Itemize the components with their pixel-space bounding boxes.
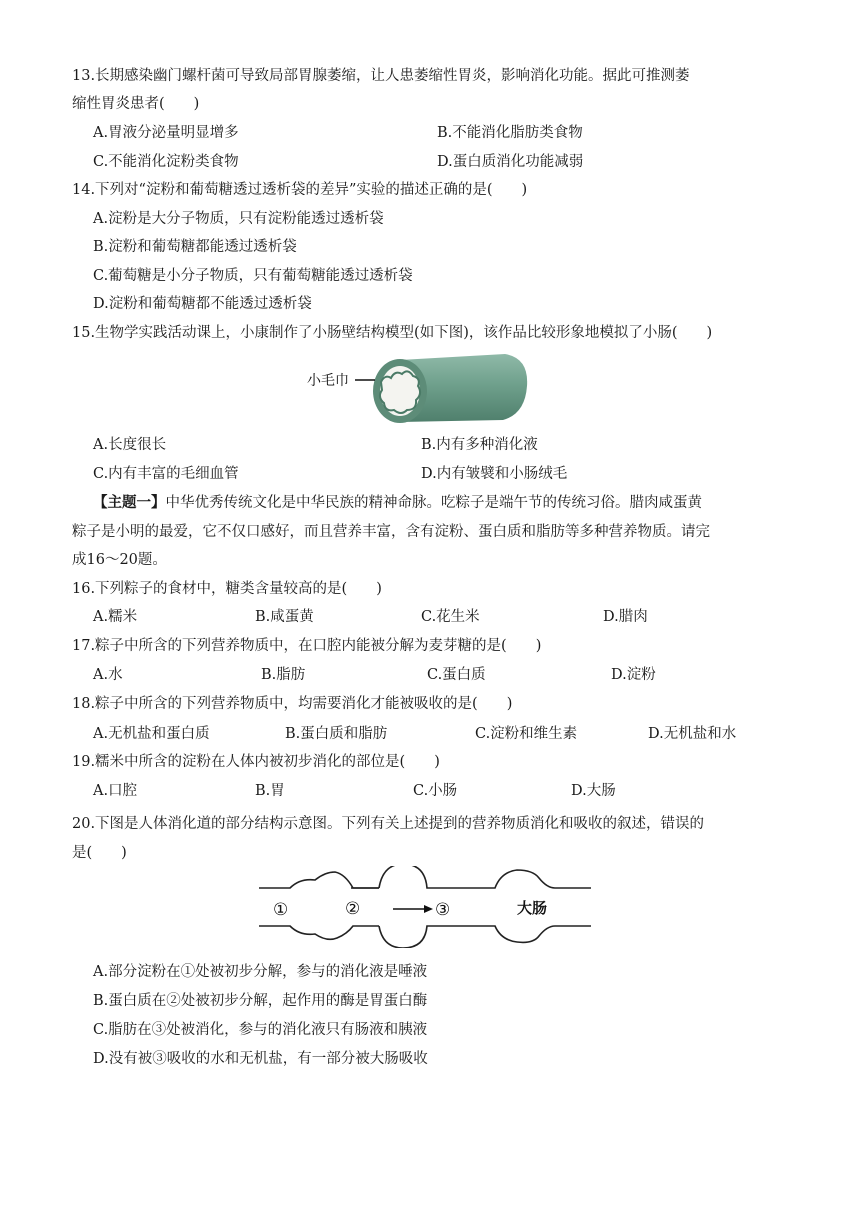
label-stomach: ② xyxy=(345,899,361,919)
intestine-model-figure xyxy=(305,352,535,428)
q16-option-b[interactable]: B.咸蛋黄 xyxy=(255,609,314,625)
q13-stem-line2: 缩性胃炎患者( ) xyxy=(72,96,200,112)
q17-options xyxy=(93,665,793,685)
theme1-line1 xyxy=(93,493,702,513)
q15-options xyxy=(93,435,793,455)
q13-stem-line1: 13.长期感染幽门螺杆菌可导致局部胃腺萎缩，让人患萎缩性胃炎，影响消化功能。据此可推测萎 xyxy=(72,68,690,84)
q18-option-b[interactable]: B.蛋白质和脂肪 xyxy=(285,726,388,742)
q19-option-a[interactable]: A.口腔 xyxy=(93,783,138,799)
q20-option-b[interactable]: B.蛋白质在②处被初步分解，起作用的酶是胃蛋白酶 xyxy=(93,993,428,1009)
digestive-tract-figure xyxy=(255,866,595,948)
q18-stem: 18.粽子中所含的下列营养物质中，均需要消化才能被吸收的是( ) xyxy=(72,696,513,712)
q16-option-c[interactable]: C.花生米 xyxy=(421,609,480,625)
q18-option-c[interactable]: C.淀粉和维生素 xyxy=(475,726,578,742)
theme1-line3: 成16～20题。 xyxy=(72,552,167,568)
tract-upper-left xyxy=(259,872,379,888)
label-large-intestine: 大肠 xyxy=(517,900,548,917)
q15-option-d[interactable]: D.内有皱襞和小肠绒毛 xyxy=(421,466,568,482)
q19-option-b[interactable]: B.胃 xyxy=(255,783,285,799)
q18-option-a[interactable]: A.无机盐和蛋白质 xyxy=(93,726,210,742)
q16-option-d[interactable]: D.腊肉 xyxy=(603,609,648,625)
q14-option-c[interactable]: C.葡萄糖是小分子物质，只有葡萄糖能透过透析袋 xyxy=(93,268,413,284)
theme1-text1: 中华优秀传统文化是中华民族的精神命脉。吃粽子是端午节的传统习俗。腊肉咸蛋黄 xyxy=(165,495,702,511)
q18-options xyxy=(93,724,793,744)
q19-option-c[interactable]: C.小肠 xyxy=(413,783,458,799)
q13-option-d[interactable]: D.蛋白质消化功能减弱 xyxy=(437,154,584,170)
q15-options-row2 xyxy=(93,464,793,484)
q13-option-b[interactable]: B.不能消化脂肪类食物 xyxy=(437,125,583,141)
q20-stem-line1: 20.下图是人体消化道的部分结构示意图。下列有关上述提到的营养物质消化和吸收的叙述，错误的 xyxy=(72,816,705,832)
q16-option-a[interactable]: A.糯米 xyxy=(93,609,138,625)
arrow-head xyxy=(424,905,433,913)
q18-option-d[interactable]: D.无机盐和水 xyxy=(648,726,737,742)
q13-options-row2 xyxy=(93,152,793,172)
q19-options xyxy=(93,781,793,801)
q17-option-c[interactable]: C.蛋白质 xyxy=(427,667,486,683)
q14-option-a[interactable]: A.淀粉是大分子物质，只有淀粉能透过透析袋 xyxy=(93,211,384,227)
q20-stem-line2: 是( ) xyxy=(72,845,127,861)
q19-option-d[interactable]: D.大肠 xyxy=(571,783,616,799)
q16-options xyxy=(93,607,793,627)
q13-option-a[interactable]: A.胃液分泌量明显增多 xyxy=(93,125,239,141)
q19-stem: 19.糯米中所含的淀粉在人体内被初步消化的部位是( ) xyxy=(72,754,440,770)
q14-stem: 14.下列对“淀粉和葡萄糖透过透析袋的差异”实验的描述正确的是( ) xyxy=(72,182,528,198)
q17-option-d[interactable]: D.淀粉 xyxy=(611,667,656,683)
label-small-intestine: ③ xyxy=(435,900,451,920)
q13-option-c[interactable]: C.不能消化淀粉类食物 xyxy=(93,154,239,170)
q14-option-d[interactable]: D.淀粉和葡萄糖都不能透过透析袋 xyxy=(93,296,312,312)
q17-option-b[interactable]: B.脂肪 xyxy=(261,667,306,683)
q17-stem: 17.粽子中所含的下列营养物质中，在口腔内能被分解为麦芽糖的是( ) xyxy=(72,638,542,654)
figure-label-towel: 小毛巾 xyxy=(307,372,349,388)
tract-upper-right xyxy=(379,866,591,888)
tract-lower-right xyxy=(379,926,591,948)
q20-option-d[interactable]: D.没有被③吸收的水和无机盐，有一部分被大肠吸收 xyxy=(93,1051,428,1067)
tract-lower-left xyxy=(259,926,379,939)
theme1-tag: 【主题一】 xyxy=(93,494,166,511)
q14-option-b[interactable]: B.淀粉和葡萄糖都能透过透析袋 xyxy=(93,239,297,255)
q15-option-c[interactable]: C.内有丰富的毛细血管 xyxy=(93,466,239,482)
q20-option-c[interactable]: C.脂肪在③处被消化，参与的消化液只有肠液和胰液 xyxy=(93,1022,428,1038)
q15-stem: 15.生物学实践活动课上，小康制作了小肠壁结构模型(如下图)，该作品比较形象地模拟了小肠( ) xyxy=(72,325,713,341)
label-mouth: ① xyxy=(273,900,289,920)
q20-option-a[interactable]: A.部分淀粉在①处被初步分解，参与的消化液是唾液 xyxy=(93,964,428,980)
q16-stem: 16.下列粽子的食材中，糖类含量较高的是( ) xyxy=(72,581,382,597)
q17-option-a[interactable]: A.水 xyxy=(93,667,123,683)
q15-option-a[interactable]: A.长度很长 xyxy=(93,437,167,453)
q13-options xyxy=(93,123,793,143)
q15-option-b[interactable]: B.内有多种消化液 xyxy=(421,437,538,453)
theme1-line2: 粽子是小明的最爱，它不仅口感好，而且营养丰富，含有淀粉、蛋白质和脂肪等多种营养物质。请完 xyxy=(72,524,710,540)
